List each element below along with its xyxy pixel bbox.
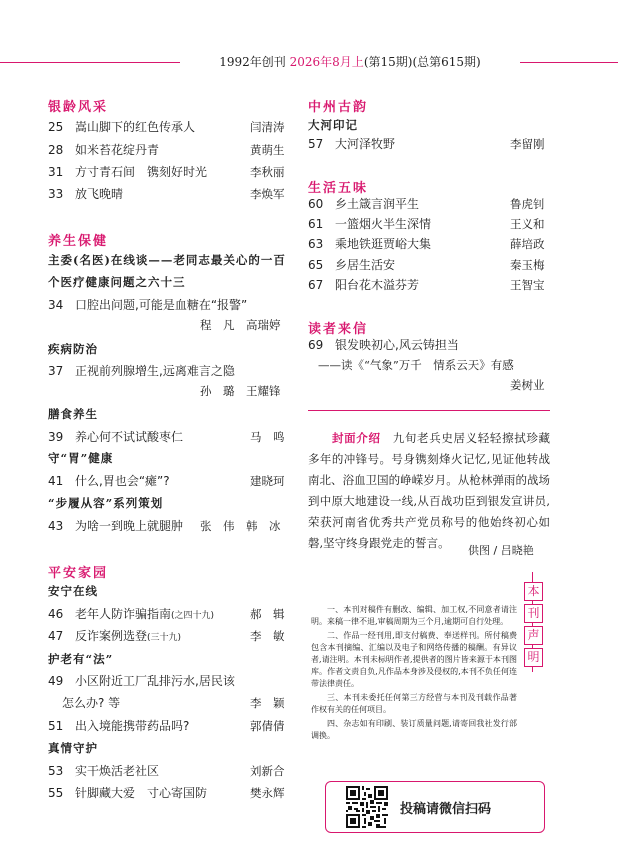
- toc-entry-cont[interactable]: [48, 694, 290, 712]
- page-number: 43: [48, 519, 64, 533]
- issue-header: [180, 53, 520, 71]
- article-title: 什么,胃也会“瘫”?: [75, 474, 170, 488]
- article-title: 为啥一到晚上就腿肿: [75, 519, 184, 533]
- article-author: 鲁虎钊: [510, 197, 545, 211]
- notice-title-char: 本: [524, 582, 543, 601]
- article-title: 针脚藏大爱 寸心寄国防: [75, 786, 208, 800]
- section-title-silver-age: 银龄风采: [48, 100, 109, 115]
- series-note: (三十九): [147, 633, 182, 643]
- page-number: 25: [48, 120, 64, 134]
- cover-text: 九旬老兵史居义轻轻擦拭珍藏多年的冲锋号。号身镌刻烽火记忆,见证他转战南北、浴血卫国的峥嵘岁月。从枪林弹雨的战场到中原大地建设一线,从百战功臣到银发宣讲员,荣获河南省优秀共产党员称号的他始终初心如磐,坚守终身跟党走的誓言。: [308, 431, 551, 550]
- section-title-safe-home: 平安家园: [48, 566, 109, 581]
- subsection-heading-cont: 个医疗健康问题之六十三: [48, 275, 186, 289]
- page-number: 46: [48, 607, 64, 621]
- toc-entry[interactable]: [308, 276, 550, 294]
- toc-entry[interactable]: [48, 185, 290, 203]
- toc-entry[interactable]: [308, 135, 550, 153]
- submission-qr-box[interactable]: [325, 781, 545, 833]
- article-author: 刘新合: [250, 764, 285, 778]
- section-title-letters: 读者来信: [308, 322, 369, 337]
- series-note: (之四十九): [171, 611, 215, 621]
- article-author: 建晓珂: [250, 474, 285, 488]
- subsection-heading: “步履从容”系列策划: [48, 496, 164, 510]
- article-title: 阳台花木溢芬芳: [335, 278, 420, 292]
- article-author: 黄萌生: [250, 143, 285, 157]
- page-number: 33: [48, 187, 64, 201]
- page-number: 34: [48, 298, 64, 312]
- article-title: 乡土箴言润平生: [335, 197, 420, 211]
- toc-entry[interactable]: [308, 336, 550, 354]
- header-rule-left: [0, 62, 180, 63]
- notice-title-char: 声: [524, 626, 543, 645]
- section-title-zhongzhou: 中州古韵: [308, 100, 369, 115]
- article-title: 放飞晚晴: [75, 187, 124, 201]
- page-number: 37: [48, 364, 64, 378]
- article-author: 李焕军: [250, 187, 285, 201]
- article-title: 一篮烟火半生深情: [335, 217, 432, 231]
- article-title: 出入境能携带药品吗?: [75, 719, 190, 733]
- article-author: 樊永辉: [250, 786, 285, 800]
- subsection-heading: 疾病防治: [48, 342, 98, 356]
- article-author: 薛培政: [510, 237, 545, 251]
- article-title: 小区附近工厂乱排污水,居民该: [75, 674, 235, 688]
- qr-code-icon[interactable]: [346, 786, 388, 828]
- article-title: 实干焕活老社区: [75, 764, 160, 778]
- article-title: 乘地铁逛贾峪大集: [335, 237, 432, 251]
- page-number: 61: [308, 217, 324, 231]
- article-title: 大河泽牧野: [335, 137, 396, 151]
- article-title: 如米苔花绽丹青: [75, 143, 160, 157]
- article-title: 反诈案例选登: [75, 629, 148, 643]
- cover-introduction: [308, 428, 550, 554]
- article-author: 闫清涛: [250, 120, 285, 134]
- toc-entry[interactable]: [48, 627, 290, 645]
- article-author: 王智宝: [510, 278, 545, 292]
- subsection-heading: 守“胃”健康: [48, 451, 114, 465]
- notice-title-char: 明: [524, 648, 543, 667]
- journal-notice: [311, 604, 517, 744]
- header-rule-right: [520, 62, 618, 63]
- article-title: 银发映初心,风云铸担当: [335, 338, 459, 352]
- subsection-heading: 大河印记: [308, 118, 358, 132]
- section-title-health: 养生保健: [48, 234, 109, 249]
- page-number: 47: [48, 629, 64, 643]
- page-number: 69: [308, 338, 324, 352]
- issue-number: (第15期): [363, 55, 413, 69]
- page-number: 57: [308, 137, 324, 151]
- subsection-heading: 真情守护: [48, 741, 98, 755]
- article-author: 郝 辑: [250, 607, 285, 621]
- section-title-life: 生活五味: [308, 181, 369, 196]
- article-author: 李秋丽: [250, 165, 285, 179]
- toc-entry[interactable]: [48, 717, 290, 735]
- subsection-heading: 主委(名医)在线谈——老同志最关心的一百: [48, 253, 286, 267]
- toc-entry[interactable]: [48, 118, 290, 136]
- toc-entry[interactable]: [48, 472, 290, 490]
- page-number: 51: [48, 719, 64, 733]
- article-author: 马 鸣: [250, 430, 285, 444]
- page-number: 28: [48, 143, 64, 157]
- article-author: 李 敏: [250, 629, 285, 643]
- article-title-wrap: [75, 605, 214, 625]
- article-title: 老年人防诈骗指南: [75, 607, 172, 621]
- article-title: 养心何不试试酸枣仁: [75, 430, 184, 444]
- toc-entry[interactable]: [48, 672, 290, 690]
- page-number: 31: [48, 165, 64, 179]
- article-author: 李 颖: [250, 696, 285, 710]
- page-number: 67: [308, 278, 324, 292]
- article-title: 正视前列腺增生,远离难言之隐: [75, 364, 235, 378]
- page-number: 63: [308, 237, 324, 251]
- page-number: 41: [48, 474, 64, 488]
- toc-entry[interactable]: [48, 605, 290, 623]
- article-author: 秦玉梅: [510, 258, 545, 272]
- article-author: 张 伟 韩 冰: [200, 519, 281, 533]
- article-subtitle: ——读《“气象”万千 情系云天》有感: [318, 358, 514, 372]
- cover-label: 封面介绍: [332, 431, 381, 445]
- qr-label: 投稿请微信扫码: [400, 802, 492, 817]
- toc-entry[interactable]: [48, 362, 290, 380]
- article-author: 王义和: [510, 217, 545, 231]
- article-title: 口腔出问题,可能是血糖在“报警”: [75, 298, 248, 312]
- toc-entry[interactable]: [48, 517, 290, 535]
- article-author: 郭倩倩: [250, 719, 285, 733]
- notice-paragraph: 二、作品一经刊用,即支付稿费、奉送样刊。所付稿费包含本刊摘编、汇编以及电子和网络传播的稿酬。有异议者,请注明。本刊未标明作者,提供者的图片皆来源于本刊图库。作者文责自负,凡作品本身涉及侵权的,本刊不负任何连带法律责任。: [311, 631, 517, 688]
- issue-date: 2026年8月上: [289, 55, 364, 69]
- page-number: 65: [308, 258, 324, 272]
- subsection-heading: 护老有“法”: [48, 652, 114, 666]
- toc-entry[interactable]: [48, 296, 290, 314]
- article-author: 李留刚: [510, 137, 545, 151]
- subsection-heading: 膳食养生: [48, 407, 98, 421]
- toc-entry[interactable]: [48, 428, 290, 446]
- toc-entry[interactable]: [48, 141, 290, 159]
- toc-entry[interactable]: [48, 762, 290, 780]
- column-divider: [308, 410, 550, 411]
- page-number: 49: [48, 674, 64, 688]
- article-title-cont: 怎么办? 等: [62, 696, 121, 710]
- article-title: 乡居生活安: [335, 258, 396, 272]
- article-author: 孙 璐 王耀锋: [200, 384, 281, 398]
- article-title: 嵩山脚下的红色传承人: [75, 120, 196, 134]
- subsection-heading: 安宁在线: [48, 584, 98, 598]
- page-number: 39: [48, 430, 64, 444]
- total-issue-number: (总第615期): [412, 55, 481, 69]
- page-number: 55: [48, 786, 64, 800]
- page-number: 60: [308, 197, 324, 211]
- article-author: 程 凡 高瑞婷: [200, 318, 281, 332]
- founded-year: 1992年创刊: [219, 55, 286, 69]
- toc-entry[interactable]: [308, 195, 550, 213]
- article-author: 姜树业: [510, 378, 545, 392]
- notice-paragraph: 一、本刊对稿件有删改、编辑、加工权,不同意者请注明。来稿一律不退,审稿周期为三个月,逾期可自行处理。: [311, 605, 517, 626]
- photo-credit: 供图 / 吕晓艳: [468, 544, 534, 557]
- toc-entry[interactable]: [308, 215, 550, 233]
- article-title-wrap: [75, 627, 181, 647]
- toc-entry[interactable]: [48, 784, 290, 802]
- notice-paragraph: 四、杂志如有印刷、装订质量问题,请寄回我社发行部调换。: [311, 719, 517, 740]
- toc-entry[interactable]: [308, 235, 550, 253]
- notice-paragraph: 三、本刊未委托任何第三方经营与本刊及刊载作品著作权有关的任何项目。: [311, 693, 517, 714]
- article-title: 方寸青石间 镌刻好时光: [75, 165, 208, 179]
- page-number: 53: [48, 764, 64, 778]
- notice-title-char: 刊: [524, 604, 543, 623]
- toc-entry[interactable]: [48, 163, 290, 181]
- toc-entry[interactable]: [308, 256, 550, 274]
